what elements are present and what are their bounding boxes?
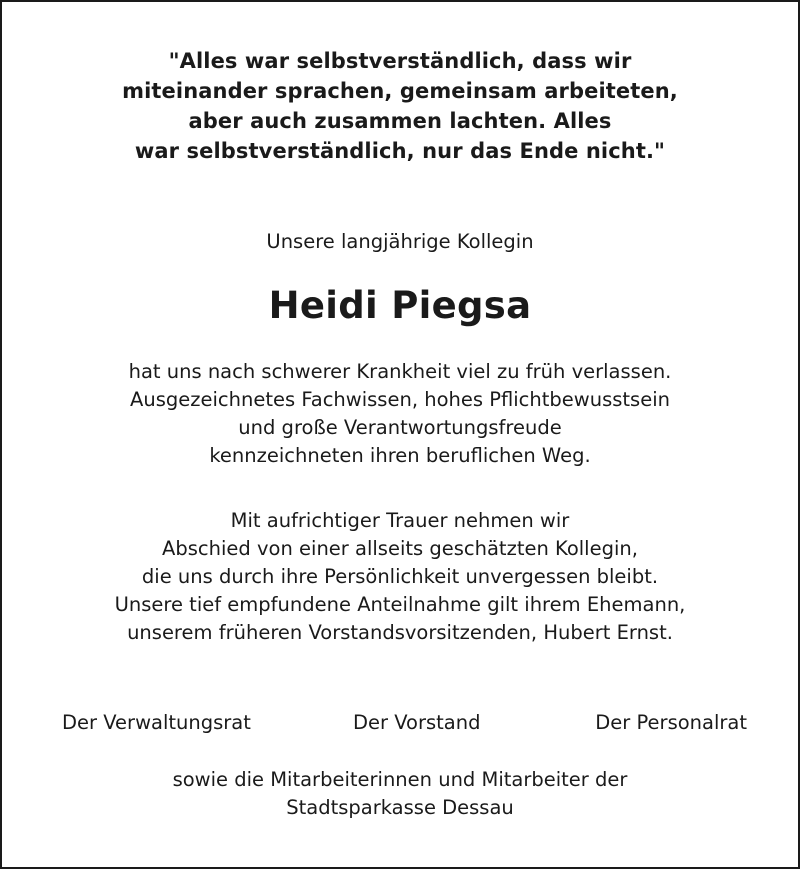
paragraph-line: Unsere tief empfundene Anteilnahme gilt ihrem Ehemann, bbox=[114, 593, 686, 616]
signer-vorstand: Der Vorstand bbox=[353, 711, 481, 734]
signer-verwaltungsrat: Der Verwaltungsrat bbox=[62, 711, 251, 734]
footer-line: sowie die Mitarbeiterinnen und Mitarbeiter der bbox=[172, 768, 628, 791]
paragraph-line: Abschied von einer allseits geschätzten Kollegin, bbox=[162, 537, 638, 560]
quote-line: miteinander sprachen, gemeinsam arbeiteten, bbox=[122, 79, 678, 103]
intro-text: Unsere langjährige Kollegin bbox=[266, 230, 534, 253]
quote-line: aber auch zusammen lachten. Alles bbox=[188, 109, 612, 133]
paragraph-line: unserem früheren Vorstandsvorsitzenden, Hubert Ernst. bbox=[127, 621, 673, 644]
paragraph-line: hat uns nach schwerer Krankheit viel zu früh verlassen. bbox=[128, 360, 672, 383]
paragraph-line: die uns durch ihre Persönlichkeit unvergessen bleibt. bbox=[141, 565, 659, 588]
tribute-paragraph bbox=[2, 358, 798, 470]
quote-line: war selbstverständlich, nur das Ende nicht." bbox=[134, 139, 666, 163]
condolence-paragraph bbox=[2, 507, 798, 647]
deceased-name: Heidi Piegsa bbox=[268, 284, 532, 327]
paragraph-line: kennzeichneten ihren beruflichen Weg. bbox=[209, 444, 591, 467]
signers-row bbox=[2, 709, 798, 737]
staff-signature bbox=[2, 766, 798, 822]
quote-line: "Alles war selbstverständlich, dass wir bbox=[168, 49, 632, 73]
footer-line: Stadtsparkasse Dessau bbox=[286, 796, 514, 819]
paragraph-line: Mit aufrichtiger Trauer nehmen wir bbox=[230, 509, 570, 532]
paragraph-line: und große Verantwortungsfreude bbox=[238, 416, 562, 439]
signer-personalrat: Der Personalrat bbox=[595, 711, 747, 734]
memorial-quote bbox=[2, 46, 798, 166]
paragraph-line: Ausgezeichnetes Fachwissen, hohes Pflichtbewusstsein bbox=[130, 388, 670, 411]
